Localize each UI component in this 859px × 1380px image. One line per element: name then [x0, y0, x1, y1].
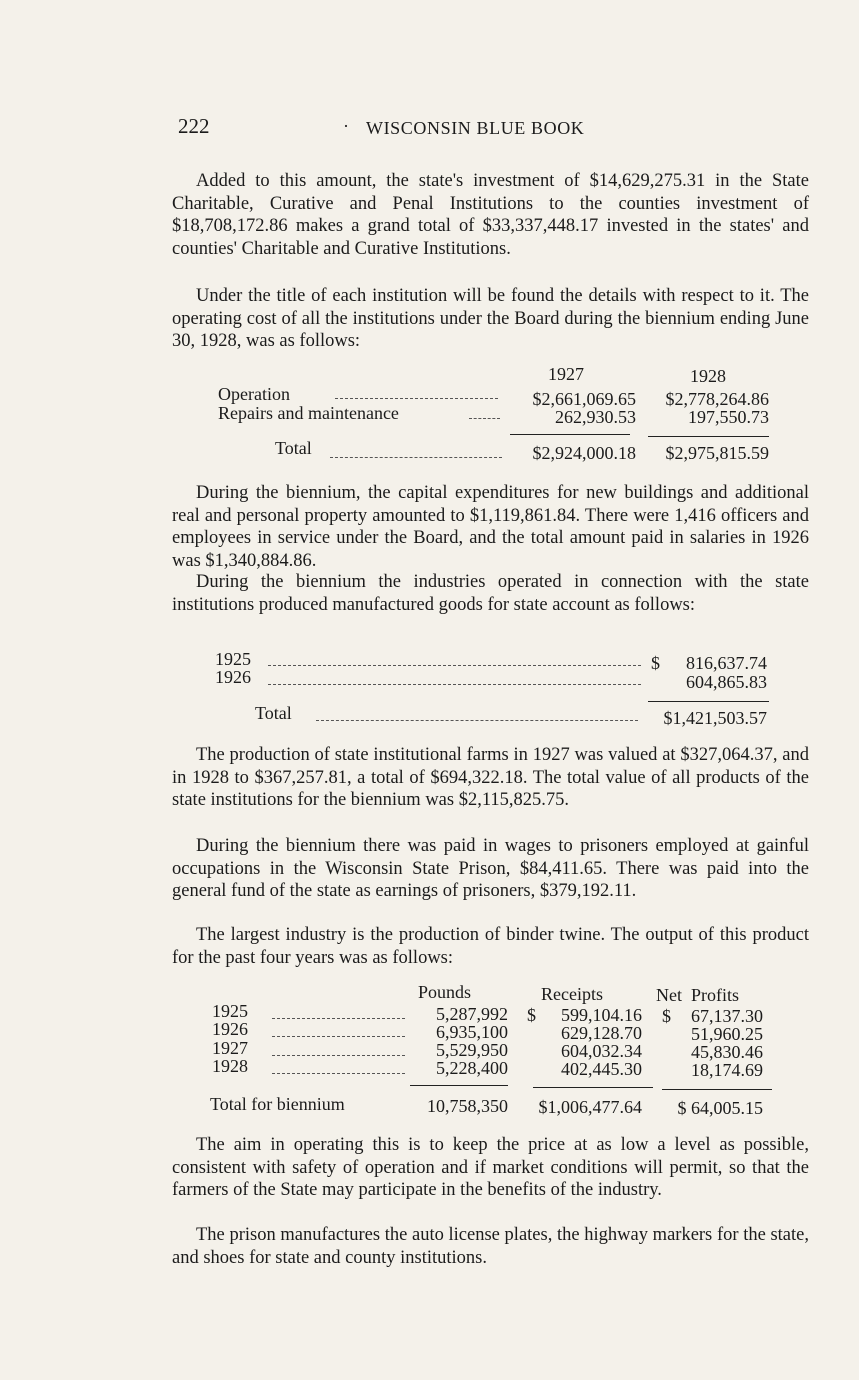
total-label: Total — [255, 703, 292, 723]
total-rule — [533, 1087, 653, 1088]
paragraph-prison-manufactures: The prison manufactures the auto license plates, the highway markers for the state, and shoes for state and county institutions. — [172, 1225, 809, 1268]
amount-value: 604,865.83 — [686, 672, 767, 692]
paragraph-prison-wages: During the biennium there was paid in wages to prisoners employed at gainful occupations in the Wisconsin State Prison, $84,411.65. There was paid into the general fund of the state as earnings of prisoners, $379,192.11. — [172, 836, 809, 901]
paragraph-farm-production: The production of state institutional farms in 1927 was valued at $327,064.37, and in 1928 to $367,257.81, a total of $694,322.18. The total value of all products of the state institutions for the biennium was $2,115,825.75. — [172, 745, 809, 810]
total-rule — [648, 436, 769, 437]
value-1927: 262,930.53 — [555, 407, 636, 427]
leader-dots — [469, 418, 500, 419]
header-bullet: · — [343, 116, 349, 136]
leader-dots — [335, 398, 498, 399]
total-amount: $1,421,503.57 — [663, 708, 767, 728]
pounds-value: 5,228,400 — [436, 1058, 508, 1078]
profits-value: 67,137.30 — [691, 1006, 763, 1026]
total-rule — [662, 1089, 772, 1090]
profits-value: 51,960.25 — [691, 1024, 763, 1044]
value-1928: $2,778,264.86 — [665, 389, 769, 409]
total-rule — [510, 434, 630, 435]
header-1927: 1927 — [548, 364, 584, 384]
profits-value: 18,174.69 — [691, 1060, 763, 1080]
year-label: 1925 — [212, 1001, 248, 1021]
leader-dots — [268, 684, 641, 685]
leader-dots — [272, 1055, 405, 1056]
value-1928: 197,550.73 — [688, 407, 769, 427]
amount-value: 816,637.74 — [686, 653, 767, 673]
paragraph-operating-cost: Under the title of each institution will be found the details with respect to it. The operating cost of all the institutions under the Board during the biennium ending June 30, 1928, was as follows: — [172, 286, 809, 351]
year-label: 1925 — [215, 649, 251, 669]
year-label: 1928 — [212, 1056, 248, 1076]
year-label: 1926 — [215, 667, 251, 687]
header-1928: 1928 — [690, 366, 726, 386]
receipts-value: 604,032.34 — [561, 1041, 642, 1061]
pounds-value: 5,287,992 — [436, 1004, 508, 1024]
page-number: 222 — [178, 114, 210, 138]
total-pounds: 10,758,350 — [427, 1096, 508, 1116]
leader-dots — [272, 1073, 405, 1074]
running-title: WISCONSIN BLUE BOOK — [366, 118, 585, 138]
value-1927: $2,661,069.65 — [532, 389, 636, 409]
pounds-value: 5,529,950 — [436, 1040, 508, 1060]
header-net-profits: Net Profits — [656, 985, 739, 1005]
year-label: 1927 — [212, 1038, 248, 1058]
receipts-value: 402,445.30 — [561, 1059, 642, 1079]
total-rule — [410, 1085, 508, 1086]
row-label-operation: Operation — [218, 384, 290, 404]
header-pounds: Pounds — [418, 982, 472, 1002]
leader-dots — [330, 457, 502, 458]
total-label: Total for biennium — [210, 1094, 345, 1114]
leader-dots — [268, 665, 641, 666]
row-label-repairs: Repairs and maintenance — [218, 403, 399, 423]
paragraph-aim: The aim in operating this is to keep the price at as low a level as possible, consistent with safety of operation and if market conditions will permit, so that the farmers of the State may participate in the benefits of the industry. — [172, 1135, 809, 1200]
total-1927: $2,924,000.18 — [532, 443, 636, 463]
total-profits: $ 64,005.15 — [677, 1098, 763, 1118]
paragraph-capital-expenditures: During the biennium, the capital expenditures for new buildings and additional real and personal property amounted to $1,119,861.84. There were 1,416 officers and employees in service under the Board, and the total amount paid in salaries in 1926 was $1,340,884.86. — [172, 483, 809, 571]
total-label: Total — [275, 438, 312, 458]
paragraph-investment: Added to this amount, the state's investment of $14,629,275.31 in the State Charitable, Curative and Penal Institutions to the counties investment of $18,708,172.86 makes a grand total of $33,337,448.17 invested in the states' and counties' Charitable and Curative Institutions. — [172, 171, 809, 259]
leader-dots — [272, 1036, 405, 1037]
dollar-sign: $ — [651, 653, 660, 673]
total-receipts: $1,006,477.64 — [538, 1097, 642, 1117]
year-label: 1926 — [212, 1019, 248, 1039]
dollar-sign: $ — [527, 1005, 536, 1025]
page-header — [178, 114, 818, 144]
paragraph-binder-twine: The largest industry is the production of binder twine. The output of this product for the past four years was as follows: — [172, 925, 809, 968]
total-rule — [648, 701, 769, 702]
receipts-value: 599,104.16 — [561, 1005, 642, 1025]
total-1928: $2,975,815.59 — [665, 443, 769, 463]
paragraph-industries: During the biennium the industries operated in connection with the state institutions produced manufactured goods for state account as follows: — [172, 572, 809, 615]
leader-dots — [316, 720, 638, 721]
dollar-sign: $ — [662, 1006, 671, 1026]
profits-value: 45,830.46 — [691, 1042, 763, 1062]
receipts-value: 629,128.70 — [561, 1023, 642, 1043]
pounds-value: 6,935,100 — [436, 1022, 508, 1042]
leader-dots — [272, 1018, 405, 1019]
header-receipts: Receipts — [541, 984, 603, 1004]
